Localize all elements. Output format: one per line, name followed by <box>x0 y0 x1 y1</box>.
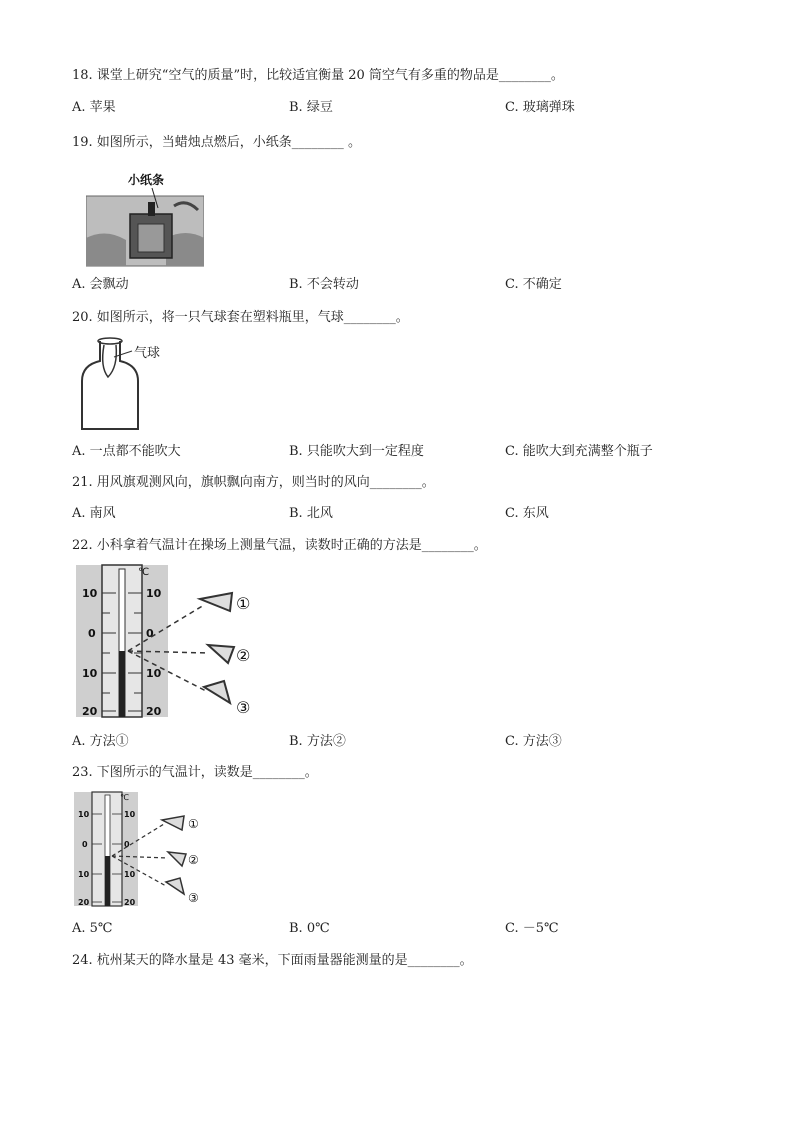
q18-option-b: B. 绿豆 <box>289 100 333 115</box>
q21-option-c: C. 东风 <box>505 506 549 521</box>
tick-20-left-22: 20 <box>82 705 98 718</box>
q19-option-c: C. 不确定 <box>505 277 562 292</box>
q19-option-a: A. 会飘动 <box>72 277 129 292</box>
q19-option-b: B. 不会转动 <box>289 277 359 292</box>
marker-2-22: ② <box>236 646 251 665</box>
question-21-stem: 21. 用风旗观测风向，旗帜飘向南方，则当时的风向________。 <box>72 475 435 490</box>
marker-2-23: ② <box>188 853 199 867</box>
tick-10b-left-22: 10 <box>82 667 98 680</box>
balloon-bottle-figure <box>78 337 178 433</box>
q21-option-b: B. 北风 <box>289 506 333 521</box>
thermometer-figure-23 <box>72 790 212 908</box>
q21-option-a: A. 南风 <box>72 506 116 521</box>
q20-option-b: B. 只能吹大到一定程度 <box>289 444 424 459</box>
candle-box-photo <box>86 168 204 268</box>
marker-1-23: ① <box>188 817 199 831</box>
unit-label-22: ℃ <box>138 567 150 578</box>
q20-option-a: A. 一点都不能吹大 <box>72 444 181 459</box>
question-24-stem: 24. 杭州某天的降水量是 43 毫米，下面雨量器能测量的是________。 <box>72 953 473 968</box>
tick-20-right-23: 20 <box>124 898 136 907</box>
q23-option-a: A. 5℃ <box>72 921 113 936</box>
question-20-stem: 20. 如图所示，将一只气球套在塑料瓶里，气球________。 <box>72 310 409 325</box>
q22-option-c: C. 方法③ <box>505 734 562 749</box>
marker-3-22: ③ <box>236 698 251 717</box>
tick-10-right-22: 10 <box>146 587 162 600</box>
question-23-stem: 23. 下图所示的气温计，读数是________。 <box>72 765 318 780</box>
q23-option-c: C. －5℃ <box>505 921 559 936</box>
marker-3-23: ③ <box>188 891 199 905</box>
question-22-stem: 22. 小科拿着气温计在操场上测量气温，读数时正确的方法是________。 <box>72 538 487 553</box>
tick-10-right-23: 10 <box>124 810 136 819</box>
thermometer-figure-22 <box>72 563 272 719</box>
q22-option-b: B. 方法② <box>289 734 346 749</box>
q18-option-a: A. 苹果 <box>72 100 116 115</box>
q22-option-a: A. 方法① <box>72 734 129 749</box>
q23-option-b: B. 0℃ <box>289 921 330 936</box>
tick-0-right-22: 0 <box>146 627 154 640</box>
tick-10-left-23: 10 <box>78 810 90 819</box>
tick-20-left-23: 20 <box>78 898 90 907</box>
marker-1-22: ① <box>236 594 251 613</box>
tick-10b-right-23: 10 <box>124 870 136 879</box>
q18-option-c: C. 玻璃弹珠 <box>505 100 575 115</box>
unit-label-23: ℃ <box>120 793 129 802</box>
tick-10b-left-23: 10 <box>78 870 90 879</box>
tick-10b-right-22: 10 <box>146 667 162 680</box>
question-19-stem: 19. 如图所示，当蜡烛点燃后，小纸条________ 。 <box>72 135 361 150</box>
balloon-label: 气球 <box>134 346 161 361</box>
q20-option-c: C. 能吹大到充满整个瓶子 <box>505 444 653 459</box>
tick-0-right-23: 0 <box>124 840 130 849</box>
tick-20-right-22: 20 <box>146 705 162 718</box>
question-18-stem: 18. 课堂上研究“空气的质量”时，比较适宜衡量 20 筒空气有多重的物品是________。 <box>72 68 564 83</box>
tick-0-left-22: 0 <box>88 627 96 640</box>
paper-strip-label: 小纸条 <box>128 173 165 187</box>
tick-0-left-23: 0 <box>82 840 88 849</box>
tick-10-left-22: 10 <box>82 587 98 600</box>
